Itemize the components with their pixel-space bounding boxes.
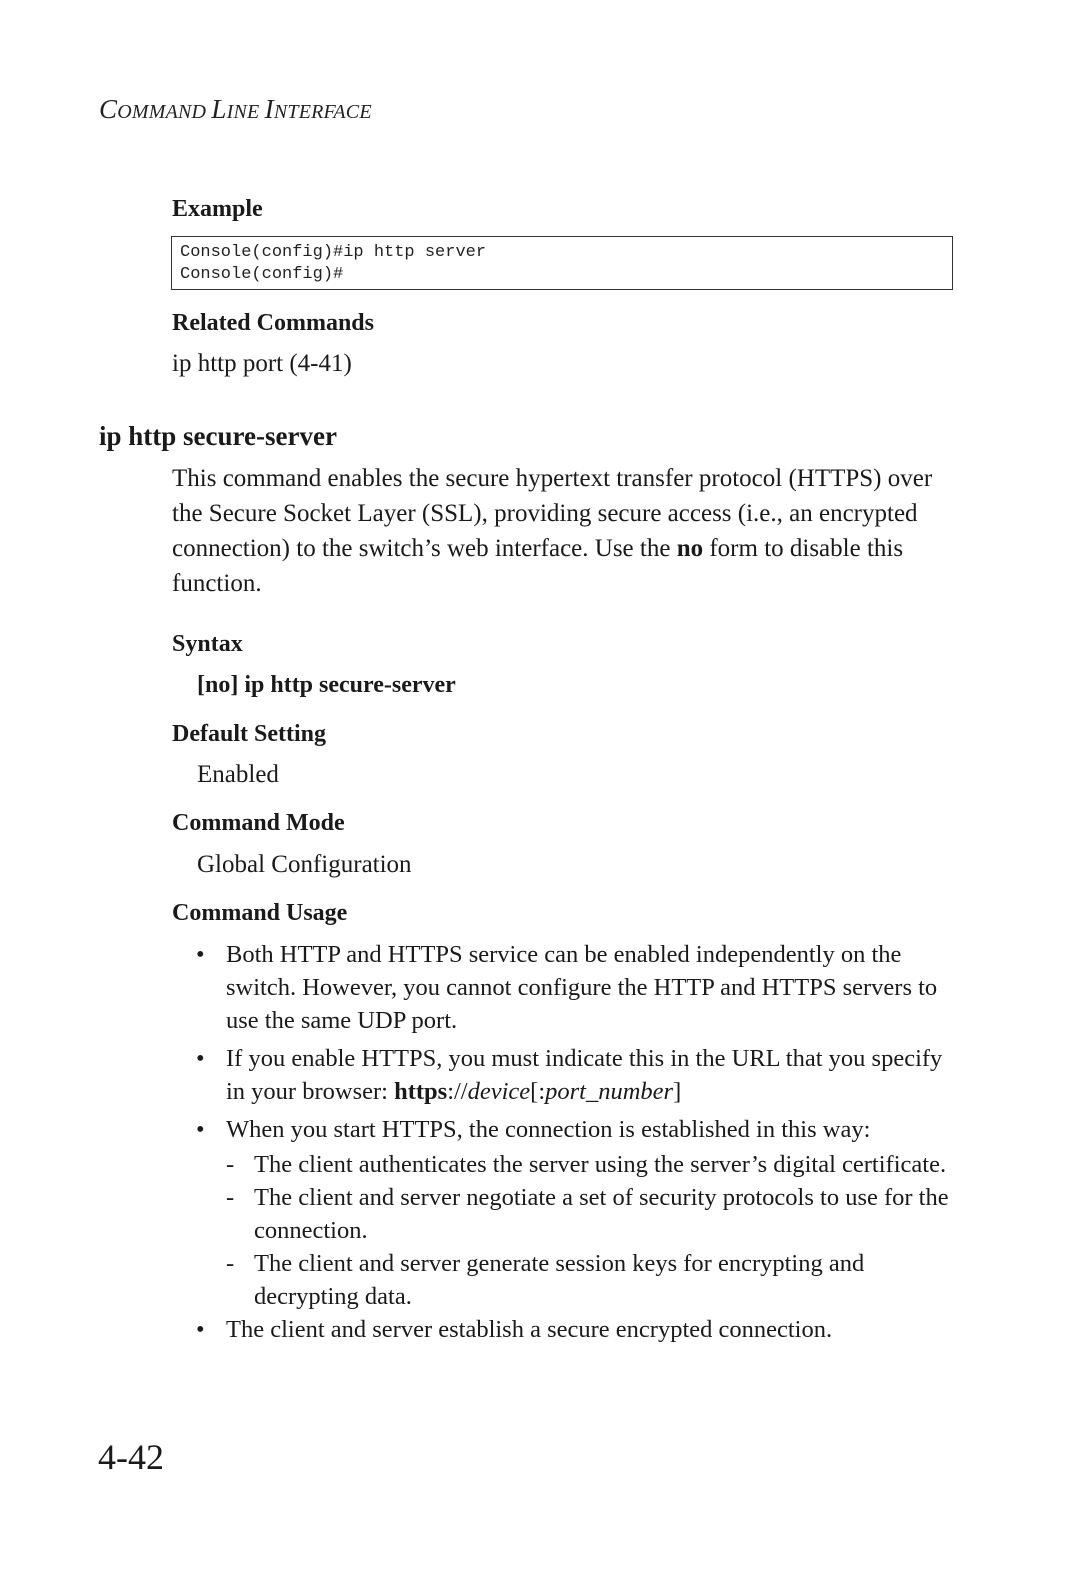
description-text: form to disable this function. [172, 535, 904, 597]
page-number: 4-42 [98, 1437, 164, 1477]
usage-sub-item [196, 1148, 966, 1181]
running-head-sc: OMMAND [117, 101, 212, 123]
url-port-number: port_number [545, 1078, 674, 1105]
related-command-link[interactable]: ip http port (4-41) [172, 350, 352, 377]
dash-icon: - [226, 1250, 235, 1277]
bullet-text: When you start HTTPS, the connection is established in this way: [226, 1116, 871, 1143]
running-head-cap: I [264, 94, 274, 124]
code-line: Console(config)# [180, 265, 344, 284]
command-description [172, 461, 942, 601]
usage-bullet [196, 1113, 966, 1146]
example-heading: Example [172, 196, 263, 222]
running-head-sc: INE [226, 101, 265, 123]
running-head-sc: NTERFACE [273, 101, 372, 123]
command-title: ip http secure-server [99, 421, 337, 451]
command-usage-heading: Command Usage [172, 900, 348, 926]
sub-item-text: The client and server negotiate a set of security protocols to use for the connection. [254, 1184, 949, 1244]
running-head-cap: C [99, 94, 118, 124]
description-text: This command enables the secure hypertext transfer protocol (HTTPS) over the Secure Socket Layer (SSL), providing secure access (i.e., an encrypted connection) to the switch’s web interface. Use the [172, 465, 933, 562]
sub-item-text: The client authenticates the server using the server’s digital certificate. [254, 1151, 947, 1178]
running-head [99, 94, 372, 125]
url-device: device [467, 1078, 531, 1105]
running-head-cap: L [211, 94, 227, 124]
url-bracket: ] [673, 1078, 682, 1105]
usage-bullet [196, 1042, 966, 1108]
default-setting-heading: Default Setting [172, 721, 326, 747]
bullet-icon: • [196, 1316, 205, 1343]
url-protocol: https [394, 1078, 448, 1105]
bullet-text: Both HTTP and HTTPS service can be enabled independently on the switch. However, you cannot configure the HTTP and HTTPS servers to use the same UDP port. [226, 941, 938, 1034]
bullet-icon: • [196, 1045, 205, 1072]
usage-sub-item [196, 1181, 966, 1247]
default-setting-value: Enabled [197, 761, 279, 788]
dash-icon: - [226, 1184, 235, 1211]
syntax-line: [no] ip http secure-server [197, 672, 456, 698]
command-mode-heading: Command Mode [172, 810, 345, 836]
sub-item-text: The client and server generate session keys for encrypting and decrypting data. [254, 1250, 865, 1310]
bullet-text: If you enable HTTPS, you must indicate this in the URL that you specify in your browser: [226, 1045, 943, 1105]
usage-bullet [196, 1313, 966, 1346]
bullet-text: The client and server establish a secure encrypted connection. [226, 1316, 833, 1343]
command-usage-list [196, 938, 966, 1351]
bullet-icon: • [196, 941, 205, 968]
description-no-keyword: no [676, 535, 704, 562]
url-separator: :// [447, 1078, 468, 1105]
usage-bullet [196, 938, 966, 1037]
syntax-heading: Syntax [172, 631, 243, 657]
command-mode-value: Global Configuration [197, 851, 412, 878]
code-line: Console(config)#ip http server [180, 243, 487, 262]
url-bracket: [: [530, 1078, 546, 1105]
example-code-block [171, 236, 953, 290]
usage-sub-item [196, 1247, 966, 1313]
bullet-icon: • [196, 1116, 205, 1143]
related-commands-heading: Related Commands [172, 310, 374, 336]
dash-icon: - [226, 1151, 235, 1178]
